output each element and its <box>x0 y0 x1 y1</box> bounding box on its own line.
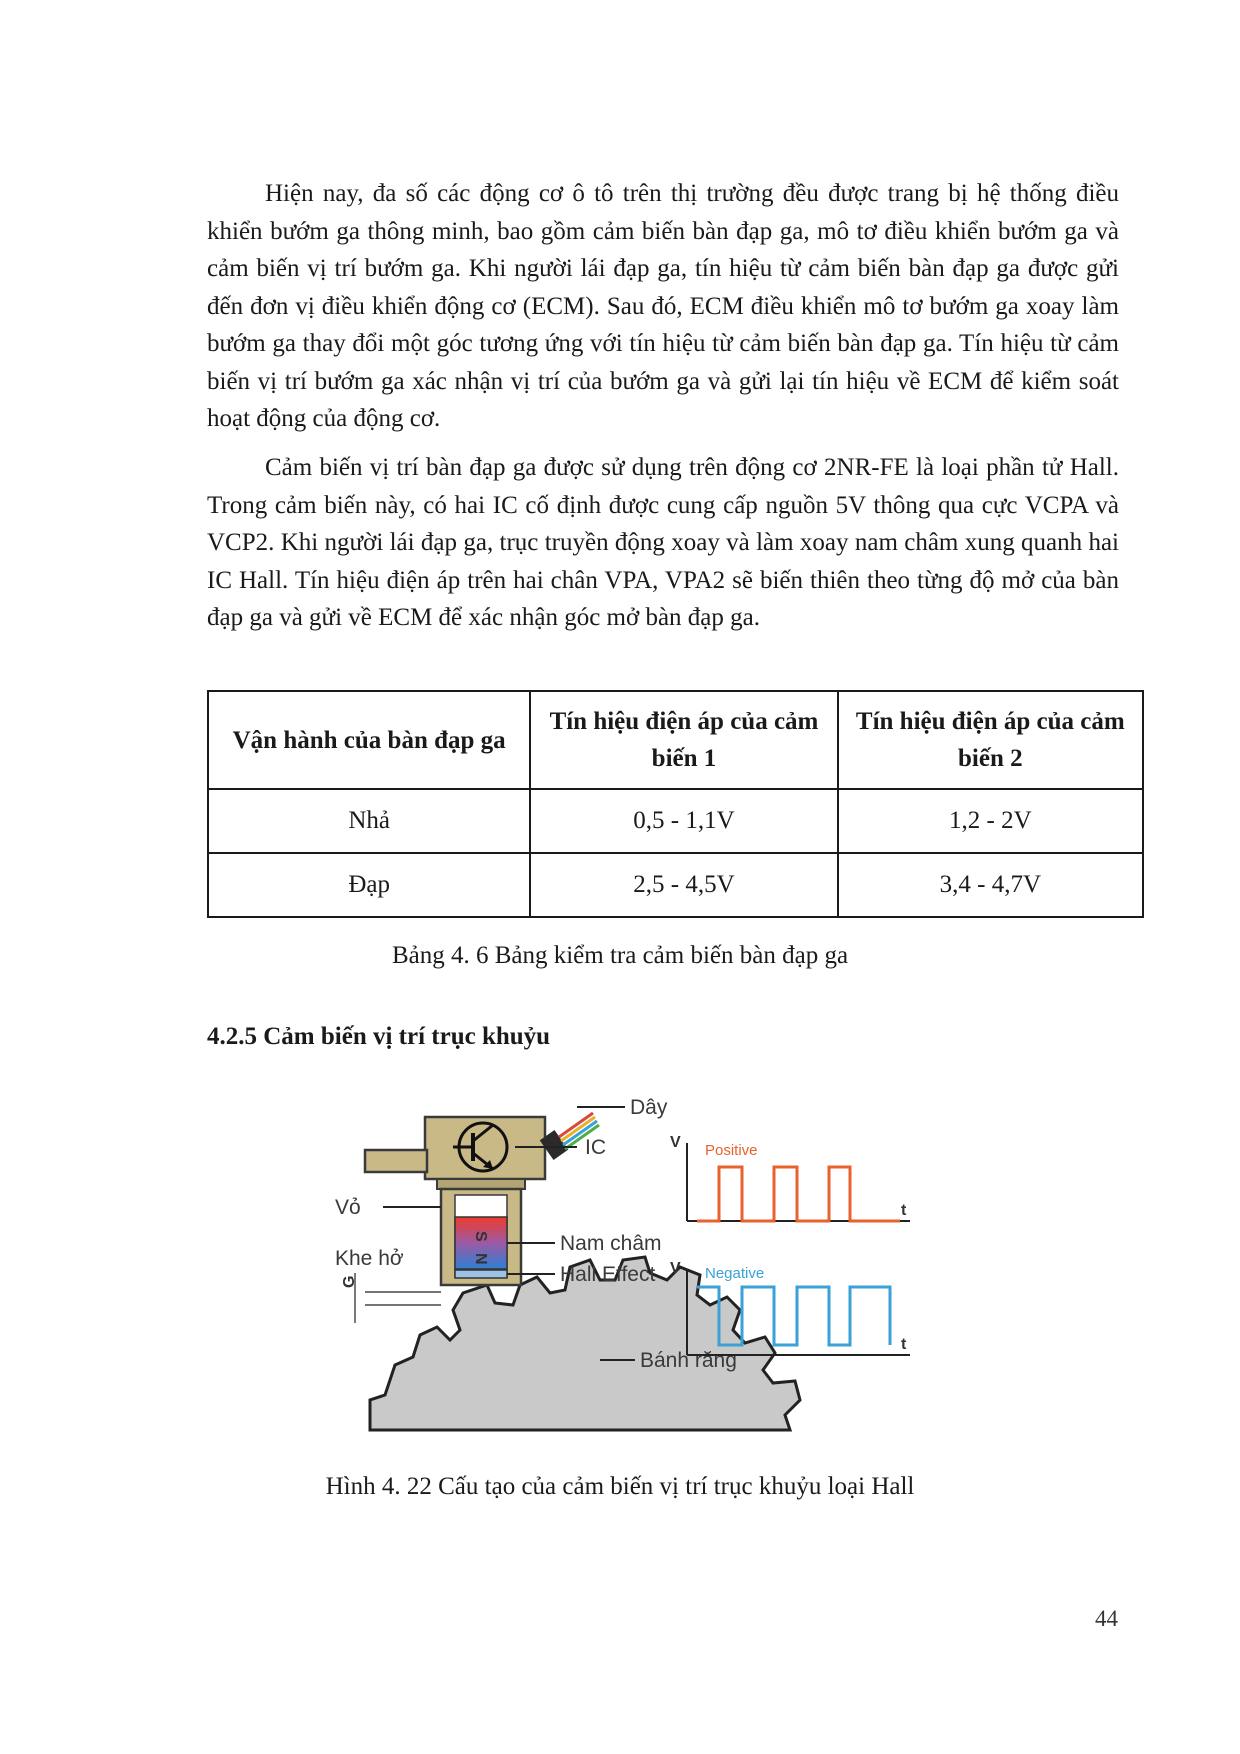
table-cell: Nhả <box>208 789 530 853</box>
positive-x-label: t <box>901 1202 907 1219</box>
negative-x-label: t <box>901 1336 907 1353</box>
table-cell: 1,2 - 2V <box>838 789 1143 853</box>
positive-waveform <box>697 1167 900 1221</box>
page-number: 44 <box>1095 1606 1118 1631</box>
table-header-cell: Vận hành của bàn đạp ga <box>208 691 530 789</box>
table-row <box>208 853 1143 917</box>
table-row <box>208 789 1143 853</box>
section-heading: 4.2.5 Cảm biến vị trí trục khuỷu <box>207 1023 551 1050</box>
table-cell: 0,5 - 1,1V <box>530 789 837 853</box>
hall-element <box>455 1270 507 1278</box>
table-cell: 3,4 - 4,7V <box>838 853 1143 917</box>
figure-caption: Hình 4. 22 Cấu tạo của cảm biến vị trí trục khuỷu loại Hall <box>325 1473 915 1500</box>
table-header-cell: Tín hiệu điện áp của cảm biến 2 <box>838 691 1143 789</box>
housing-label: Vỏ <box>335 1196 361 1219</box>
paragraph-pedal-sensor: Cảm biến vị trí bàn đạp ga được sử dụng trên động cơ 2NR-FE là loại phần tử Hall. Trong cảm biến này, có hai IC cố định được cung cấp nguồn 5V thông qua cực VCPA và VCP2. Khi người lái đạp ga, trục truyền động xoay và làm xoay nam châm xung quanh hai IC Hall. Tín hiệu điện áp trên hai chân VPA, VPA2 sẽ biến thiên theo từng độ mở của bàn đạp ga và gửi về ECM để xác nhận góc mở bàn đạp ga. <box>207 454 1119 631</box>
gear-label: Bánh răng <box>640 1349 737 1372</box>
negative-label: Negative <box>705 1265 765 1282</box>
hall-sensor-figure <box>335 1095 1015 1445</box>
housing-collar <box>437 1179 525 1189</box>
pedal-sensor-table <box>207 690 1144 918</box>
hall-effect-label: Hall Effect <box>560 1263 656 1286</box>
paragraph-intro: Hiện nay, đa số các động cơ ô tô trên thị trường đều được trang bị hệ thống điều khiển bướm ga thông minh, bao gồm cảm biến bàn đạp ga, mô tơ điều khiển bướm ga và cảm biến vị trí bướm ga. Khi người lái đạp ga, tín hiệu từ cảm biến bàn đạp ga được gửi đến đơn vị điều khiển động cơ (ECM). Sau đó, ECM điều khiển mô tơ bướm ga xoay làm bướm ga thay đổi một góc tương ứng với tín hiệu từ cảm biến bàn đạp ga. Tín hiệu từ cảm biến vị trí bướm ga xác nhận vị trí của bướm ga và gửi lại tín hiệu về ECM để kiểm soát hoạt động của động cơ. <box>207 180 1119 432</box>
table-caption: Bảng 4. 6 Bảng kiểm tra cảm biến bàn đạp ga <box>391 942 849 969</box>
negative-y-label: V <box>670 1260 681 1277</box>
positive-label: Positive <box>705 1142 758 1159</box>
positive-y-label: V <box>670 1134 681 1151</box>
gap-symbol: G <box>341 1275 358 1288</box>
gap-label: Khe hở <box>335 1247 404 1270</box>
table-cell: Đạp <box>208 853 530 917</box>
ic-label: IC <box>585 1136 606 1159</box>
magnet-s-label: S <box>472 1231 489 1242</box>
magnet-label: Nam châm <box>560 1232 662 1255</box>
wire-label: Dây <box>630 1096 668 1119</box>
table-cell: 2,5 - 4,5V <box>530 853 837 917</box>
magnet-n-label: N <box>472 1253 489 1265</box>
table-header-row <box>208 691 1143 789</box>
mounting-tab <box>365 1150 427 1172</box>
table-header-cell: Tín hiệu điện áp của cảm biến 1 <box>530 691 837 789</box>
